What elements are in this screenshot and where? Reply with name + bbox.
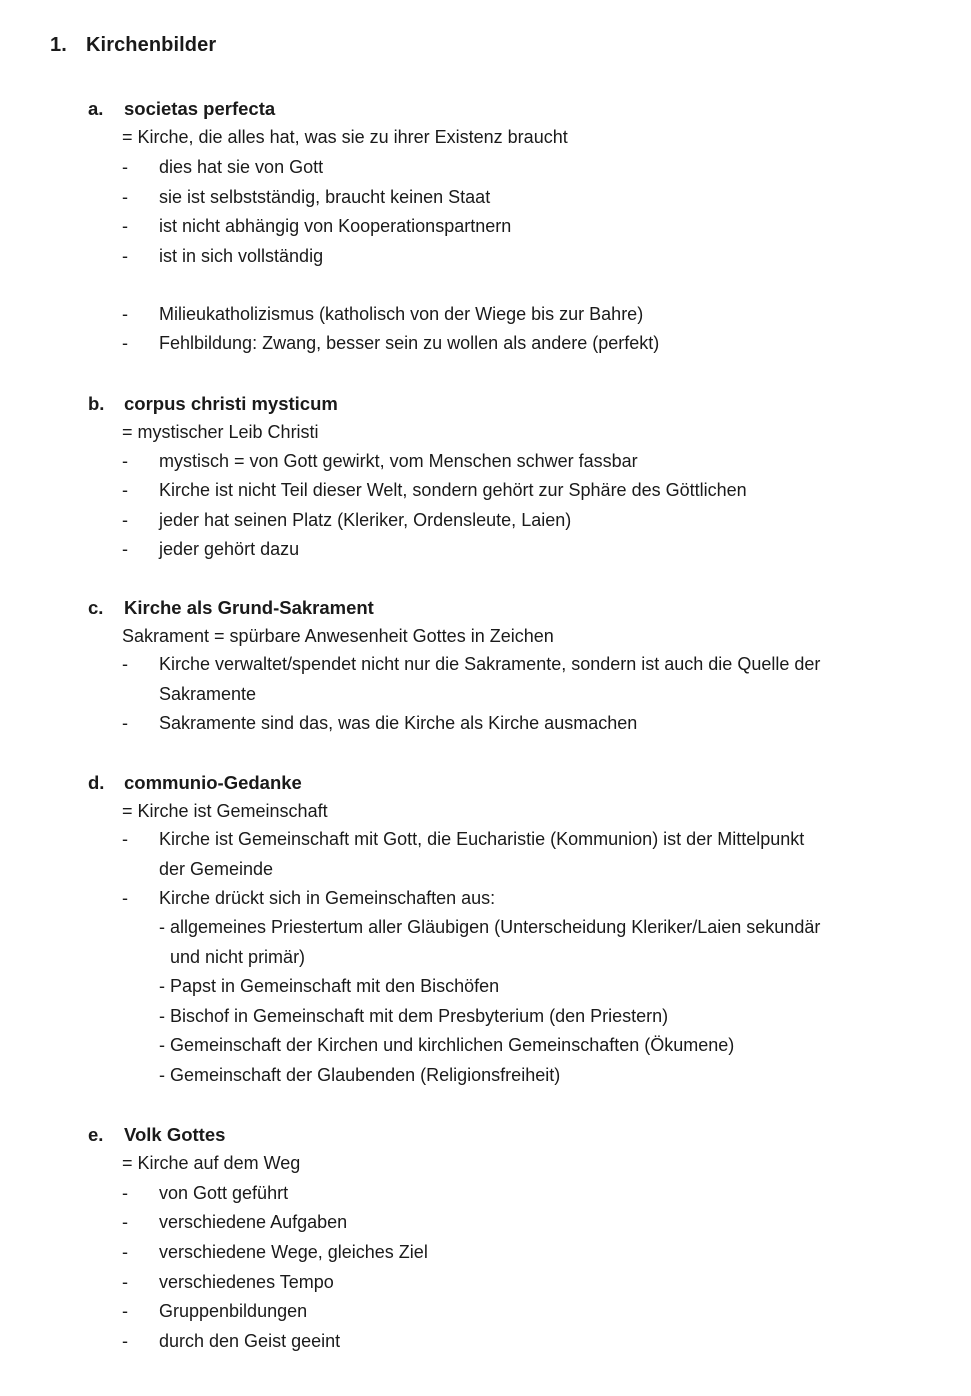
bullet-item: - ist nicht abhängig von Kooperationspartnern bbox=[122, 216, 512, 236]
sub-item: - allgemeines Priestertum aller Gläubigen (Unterscheidung Kleriker/Laien sekundär bbox=[159, 917, 821, 937]
sub-item-continuation: und nicht primär) bbox=[170, 947, 306, 967]
bullet-item: - Fehlbildung: Zwang, besser sein zu wollen als andere (perfekt) bbox=[122, 333, 660, 353]
sub-item: - Gemeinschaft der Kirchen und kirchlichen Gemeinschaften (Ökumene) bbox=[159, 1035, 735, 1055]
section-title-text: societas perfecta bbox=[124, 98, 276, 119]
section-title-text: communio-Gedanke bbox=[124, 772, 302, 793]
bullet-item: - Milieukatholizismus (katholisch von der Wiege bis zur Bahre) bbox=[122, 304, 644, 324]
section-letter: e. bbox=[88, 1124, 104, 1145]
section-d-title bbox=[88, 772, 302, 794]
bullet-item: - Kirche ist Gemeinschaft mit Gott, die Eucharistie (Kommunion) ist der Mittelpunkt bbox=[122, 829, 805, 849]
bullet-continuation: Sakramente bbox=[159, 684, 257, 704]
bullet-item: - jeder hat seinen Platz (Kleriker, Ordensleute, Laien) bbox=[122, 510, 572, 530]
bullet-item: - Kirche verwaltet/spendet nicht nur die Sakramente, sondern ist auch die Quelle der bbox=[122, 654, 821, 674]
section-e-title bbox=[88, 1124, 225, 1146]
section-title-text: corpus christi mysticum bbox=[124, 393, 338, 414]
section-letter: b. bbox=[88, 393, 105, 414]
bullet-item: - verschiedene Wege, gleiches Ziel bbox=[122, 1242, 428, 1262]
section-a-title bbox=[88, 98, 275, 120]
bullet-item: - von Gott geführt bbox=[122, 1183, 289, 1203]
sub-item: - Gemeinschaft der Glaubenden (Religionsfreiheit) bbox=[159, 1065, 561, 1085]
section-c-definition: Sakrament = spürbare Anwesenheit Gottes in Zeichen bbox=[122, 626, 554, 646]
section-c-title bbox=[88, 597, 374, 619]
bullet-item: - ist in sich vollständig bbox=[122, 246, 324, 266]
bullet-item: - Kirche ist nicht Teil dieser Welt, sondern gehört zur Sphäre des Göttlichen bbox=[122, 480, 747, 500]
bullet-continuation: der Gemeinde bbox=[159, 859, 274, 879]
sub-item: - Bischof in Gemeinschaft mit dem Presbyterium (den Priestern) bbox=[159, 1006, 669, 1026]
bullet-item: - mystisch = von Gott gewirkt, vom Menschen schwer fassbar bbox=[122, 451, 638, 471]
section-letter: a. bbox=[88, 98, 104, 119]
bullet-item: - Gruppenbildungen bbox=[122, 1301, 308, 1321]
section-e-definition: = Kirche auf dem Weg bbox=[122, 1153, 301, 1173]
section-title-text: Volk Gottes bbox=[124, 1124, 226, 1145]
section-b-definition: = mystischer Leib Christi bbox=[122, 422, 319, 442]
section-d-definition: = Kirche ist Gemeinschaft bbox=[122, 801, 328, 821]
sub-item: - Papst in Gemeinschaft mit den Bischöfen bbox=[159, 976, 500, 996]
section-title-text: Kirche als Grund-Sakrament bbox=[124, 597, 374, 618]
bullet-item: - dies hat sie von Gott bbox=[122, 157, 324, 177]
section-letter: d. bbox=[88, 772, 105, 793]
bullet-item: - jeder gehört dazu bbox=[122, 539, 300, 559]
bullet-item: - verschiedenes Tempo bbox=[122, 1272, 334, 1292]
bullet-item: - Sakramente sind das, was die Kirche als Kirche ausmachen bbox=[122, 713, 638, 733]
heading-number: 1. bbox=[50, 34, 67, 56]
heading-title: Kirchenbilder bbox=[86, 34, 217, 56]
main-heading bbox=[50, 34, 216, 57]
bullet-item: - verschiedene Aufgaben bbox=[122, 1212, 348, 1232]
bullet-item: - durch den Geist geeint bbox=[122, 1331, 341, 1351]
bullet-item: - Kirche drückt sich in Gemeinschaften aus: bbox=[122, 888, 496, 908]
bullet-item: - sie ist selbstständig, braucht keinen Staat bbox=[122, 187, 491, 207]
section-letter: c. bbox=[88, 597, 104, 618]
section-a-definition: = Kirche, die alles hat, was sie zu ihrer Existenz braucht bbox=[122, 127, 568, 147]
section-b-title bbox=[88, 393, 338, 415]
